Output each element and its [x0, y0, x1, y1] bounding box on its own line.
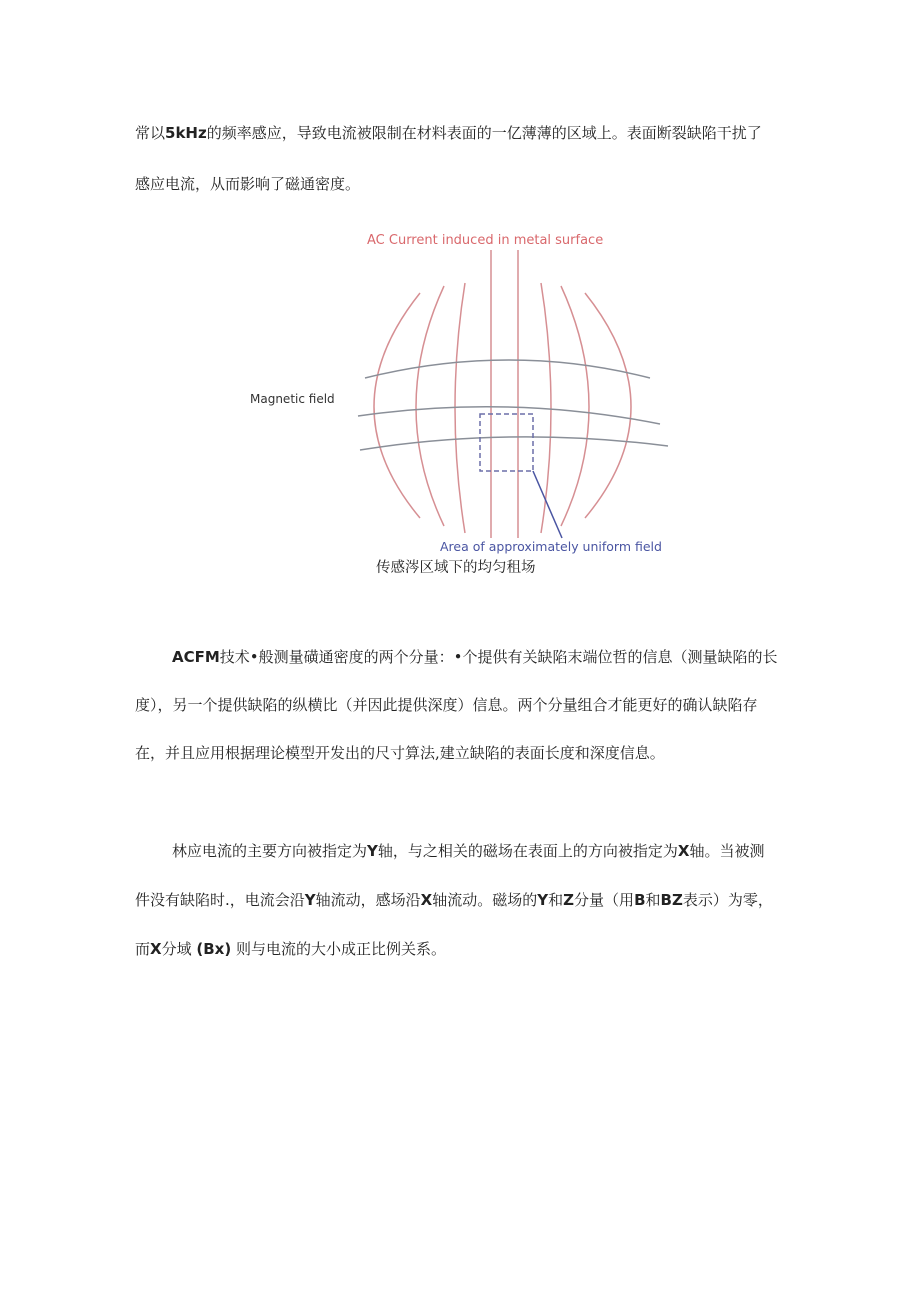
magnetic-field-label: Magnetic field — [250, 392, 335, 406]
paragraph-3-line-2 — [135, 889, 773, 910]
text: 而 — [135, 940, 151, 958]
paragraph-2-line-3 — [135, 742, 665, 763]
text-bold: Y — [367, 842, 378, 860]
field-line — [365, 360, 650, 378]
text: 技术•般测量磺通密度的两个分量：•个提供有关缺陷末端位哲的信息（测量缺陷的长 — [219, 648, 778, 666]
text-bold: Y — [537, 891, 549, 909]
paragraph-2-line-2 — [135, 694, 758, 715]
text: 度），另一个提供缺陷的纵横比（并因此提供深度）信息。两个分量组合才能更好的确认缺陷存 — [135, 696, 758, 714]
text: 和 — [548, 891, 564, 909]
text-bold: Y — [304, 891, 316, 909]
text-bold: X — [150, 940, 162, 958]
text: 分域 — [161, 940, 192, 958]
field-lines — [358, 360, 668, 450]
text-bold: Z — [563, 891, 575, 909]
text: 在，并且应用根据理论模型开发出的尺寸算法,建立缺陷的表面长度和深度信息。 — [135, 744, 665, 762]
current-line — [374, 293, 420, 518]
paragraph-2-line-1 — [172, 646, 778, 667]
text: 常以 — [135, 124, 166, 142]
text: 轴。当被测 — [689, 842, 765, 860]
text: 和 — [645, 891, 661, 909]
current-line — [585, 293, 631, 518]
text: 轴流动。磁场的 — [432, 891, 538, 909]
text: 轴流动，感场沿 — [315, 891, 421, 909]
text-bold: (Bx) — [196, 940, 232, 958]
current-line — [561, 286, 589, 526]
paragraph-3-line-1 — [172, 840, 765, 861]
current-lines — [374, 250, 631, 538]
text-bold: 5kHz — [165, 124, 207, 142]
uniform-field-area — [480, 414, 533, 471]
field-line — [360, 437, 668, 450]
text-bold: ACFM — [172, 648, 220, 666]
text: 表示）为零， — [682, 891, 773, 909]
text: 林应电流的主要方向被指定为 — [172, 842, 368, 860]
figure-caption: 传感涔区域下的均匀租场 — [376, 560, 536, 576]
current-line — [455, 283, 465, 533]
text: 分量（用 — [574, 891, 635, 909]
paragraph-3-line-3 — [135, 938, 446, 959]
paragraph-1-line-1 — [135, 122, 762, 143]
figure-title: AC Current induced in metal surface — [367, 233, 604, 248]
text: 的频率感应，导致电流被限制在材料表面的一亿薄薄的区域上。表面断裂缺陷干扰了 — [206, 124, 762, 142]
magnetic-field-diagram — [240, 228, 680, 558]
text-bold: X — [677, 842, 690, 860]
paragraph-1-line-2 — [135, 173, 360, 194]
text: 则与电流的大小成正比例关系。 — [236, 940, 447, 958]
text: 感应电流，从而影响了磁通密度。 — [135, 175, 361, 193]
text-bold: B — [634, 891, 646, 909]
text: 件没有缺陷时.，电流会沿 — [135, 891, 305, 909]
field-line — [358, 407, 660, 424]
text-bold: X — [420, 891, 433, 909]
current-line — [416, 286, 444, 526]
text-bold: BZ — [660, 891, 683, 909]
uniform-area-label: Area of approximately uniform field — [440, 539, 662, 554]
text: 轴，与之相关的磁场在表面上的方向被指定为 — [377, 842, 678, 860]
